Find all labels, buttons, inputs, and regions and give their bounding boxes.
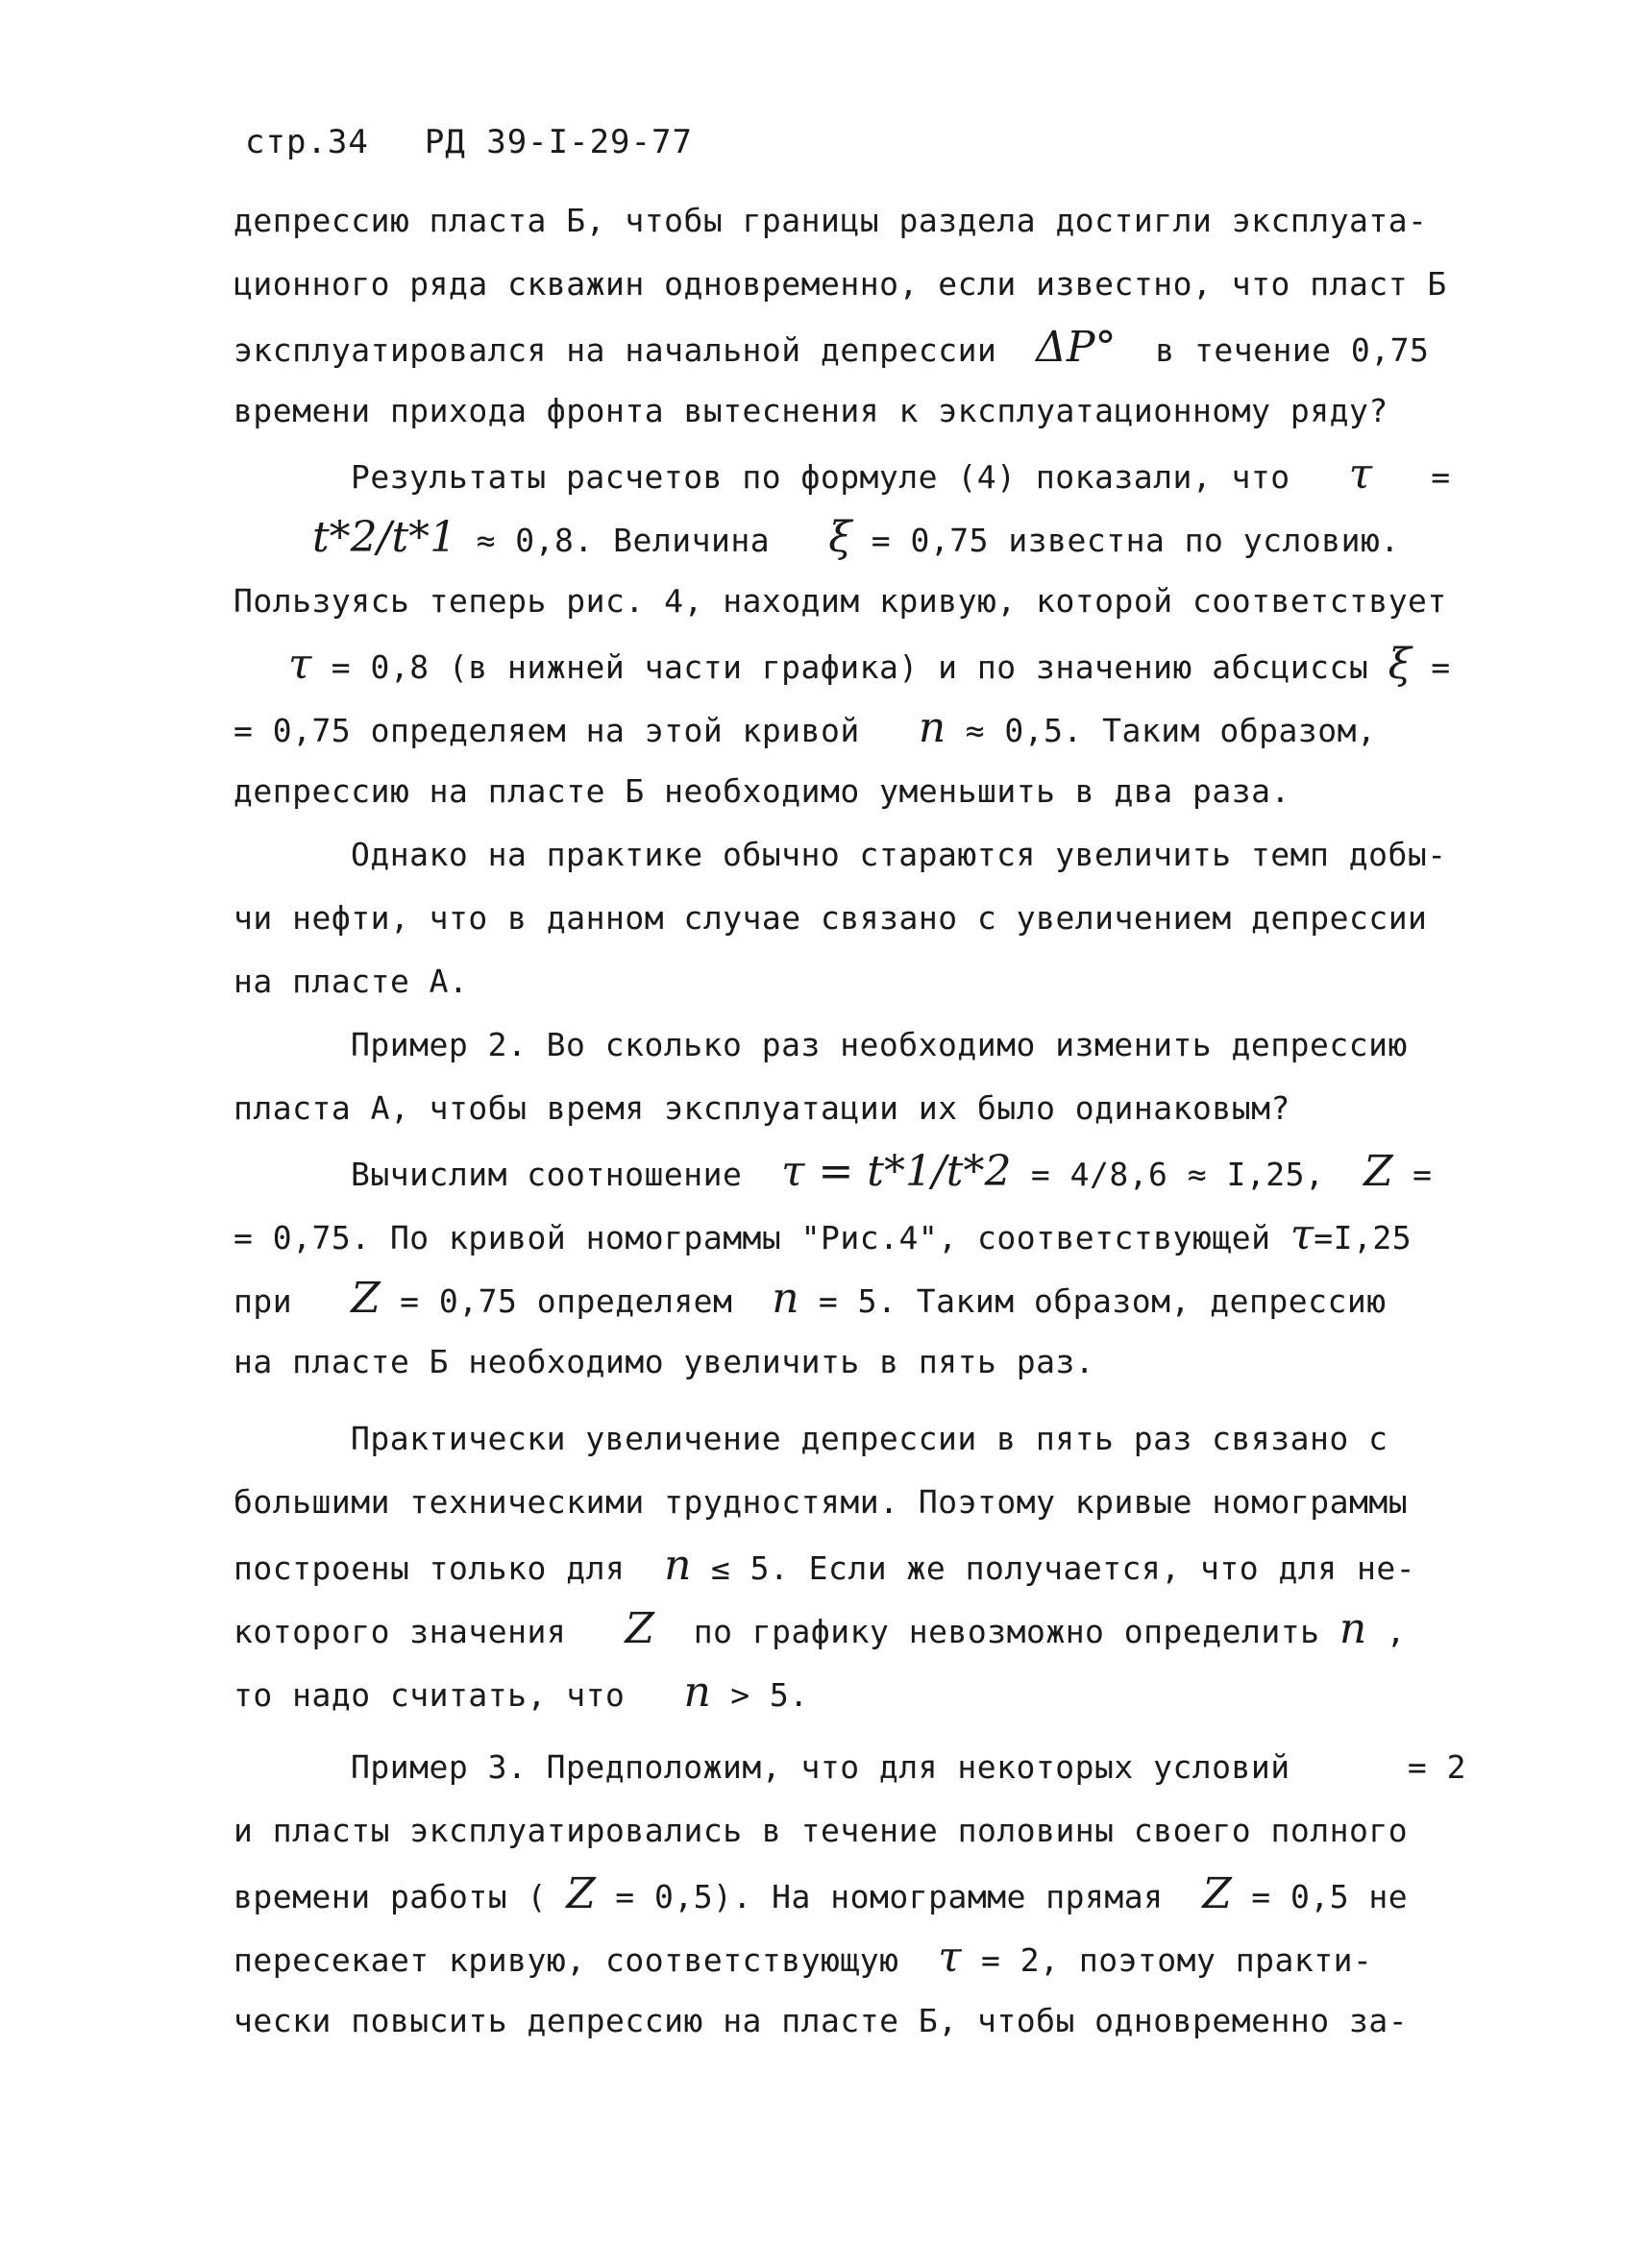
text-line: = 0,75. По кривой номограммы "Рис.4", соответствующей τ=I,25 bbox=[233, 1210, 1413, 1259]
formula-z: Z bbox=[1363, 1147, 1393, 1196]
formula-n: n bbox=[664, 1541, 692, 1590]
paragraph-start: Пример 3. Предположим, что для некоторых условий = 2 bbox=[351, 1748, 1466, 1786]
page-number: стр.34 bbox=[245, 123, 369, 161]
text-line: t*2/t*1 ≈ 0,8. Величина ξ = 0,75 известна по условию. bbox=[312, 513, 1400, 562]
paragraph-start: Однако на практике обычно стараются увеличить темп добы- bbox=[351, 836, 1447, 873]
formula-delta-p0: ΔP° bbox=[1036, 323, 1117, 372]
text-line: которого значения Z по графику невозможно определить n , bbox=[233, 1604, 1406, 1653]
formula-n: n bbox=[772, 1274, 799, 1323]
text-line: времени работы ( Z = 0,5). На номограмме прямая Z = 0,5 не bbox=[233, 1869, 1409, 1918]
text-line: времени прихода фронта вытеснения к эксплуатационному ряду? bbox=[233, 392, 1388, 429]
text-line: пересекает кривую, соответствующую τ = 2, поэтому практи- bbox=[233, 1933, 1373, 1982]
formula-z: Z bbox=[625, 1604, 654, 1653]
page-header bbox=[245, 123, 693, 161]
formula-z: Z bbox=[566, 1869, 596, 1918]
formula-tau-ratio: τ = t*1/t*2 bbox=[781, 1147, 1012, 1196]
document-code: РД 39-I-29-77 bbox=[424, 123, 693, 161]
text-line: большими техническими трудностями. Поэтому кривые номограммы bbox=[233, 1483, 1409, 1521]
text-line: пласта А, чтобы время эксплуатации их было одинаковым? bbox=[233, 1089, 1290, 1127]
paragraph-start: Пример 2. Во сколько раз необходимо изменить депрессию bbox=[351, 1026, 1408, 1063]
text-line: Пользуясь теперь рис. 4, находим кривую, которой соответствует bbox=[233, 582, 1447, 620]
paragraph-start: Вычислим соотношение τ = t*1/t*2 = 4/8,6 ≈ I,25, Z = bbox=[351, 1147, 1433, 1196]
formula-z: Z bbox=[351, 1274, 381, 1323]
formula-t-ratio: t*2/t*1 bbox=[312, 513, 457, 562]
formula-tau: τ bbox=[288, 640, 312, 689]
formula-xi: ξ bbox=[1388, 640, 1412, 689]
text-line: чи нефти, что в данном случае связано с увеличением депрессии bbox=[233, 899, 1428, 937]
text-line: депрессию на пласте Б необходимо уменьшить в два раза. bbox=[233, 772, 1290, 810]
text-line: на пласте А. bbox=[233, 963, 469, 1000]
text-line: и пласты эксплуатировались в течение половины своего полного bbox=[233, 1812, 1409, 1849]
formula-tau: τ bbox=[1348, 450, 1373, 499]
text-line: при Z = 0,75 определяем n = 5. Таким образом, депрессию bbox=[233, 1274, 1387, 1323]
text-line: то надо считать, что n > 5. bbox=[233, 1668, 809, 1717]
formula-tau: τ bbox=[938, 1933, 962, 1982]
text-line: депрессию пласта Б, чтобы границы раздела достигли эксплуата- bbox=[233, 202, 1428, 239]
formula-n: n bbox=[683, 1668, 711, 1717]
formula-tau: τ bbox=[1290, 1210, 1314, 1259]
text-line: эксплуатировался на начальной депрессии ΔP° в течение 0,75 bbox=[233, 323, 1430, 372]
paragraph-start: Практически увеличение депрессии в пять раз связано с bbox=[351, 1420, 1388, 1457]
text-line: = 0,75 определяем на этой кривой n ≈ 0,5. Таким образом, bbox=[233, 703, 1377, 752]
formula-xi: ξ bbox=[828, 513, 852, 562]
paragraph-start: Результаты расчетов по формуле (4) показали, что τ = bbox=[351, 450, 1451, 499]
text-line: чески повысить депрессию на пласте Б, чтобы одновременно за- bbox=[233, 2002, 1409, 2039]
formula-n: n bbox=[1339, 1604, 1367, 1653]
text-line: на пласте Б необходимо увеличить в пять раз. bbox=[233, 1343, 1095, 1380]
text-line: ционного ряда скважин одновременно, если известно, что пласт Б bbox=[233, 265, 1447, 303]
text-line: построены только для n ≤ 5. Если же получается, что для не- bbox=[233, 1541, 1416, 1590]
formula-z: Z bbox=[1202, 1869, 1232, 1918]
text-line: τ = 0,8 (в нижней части графика) и по значению абсциссы ξ = bbox=[288, 640, 1451, 689]
formula-n: n bbox=[918, 703, 946, 752]
